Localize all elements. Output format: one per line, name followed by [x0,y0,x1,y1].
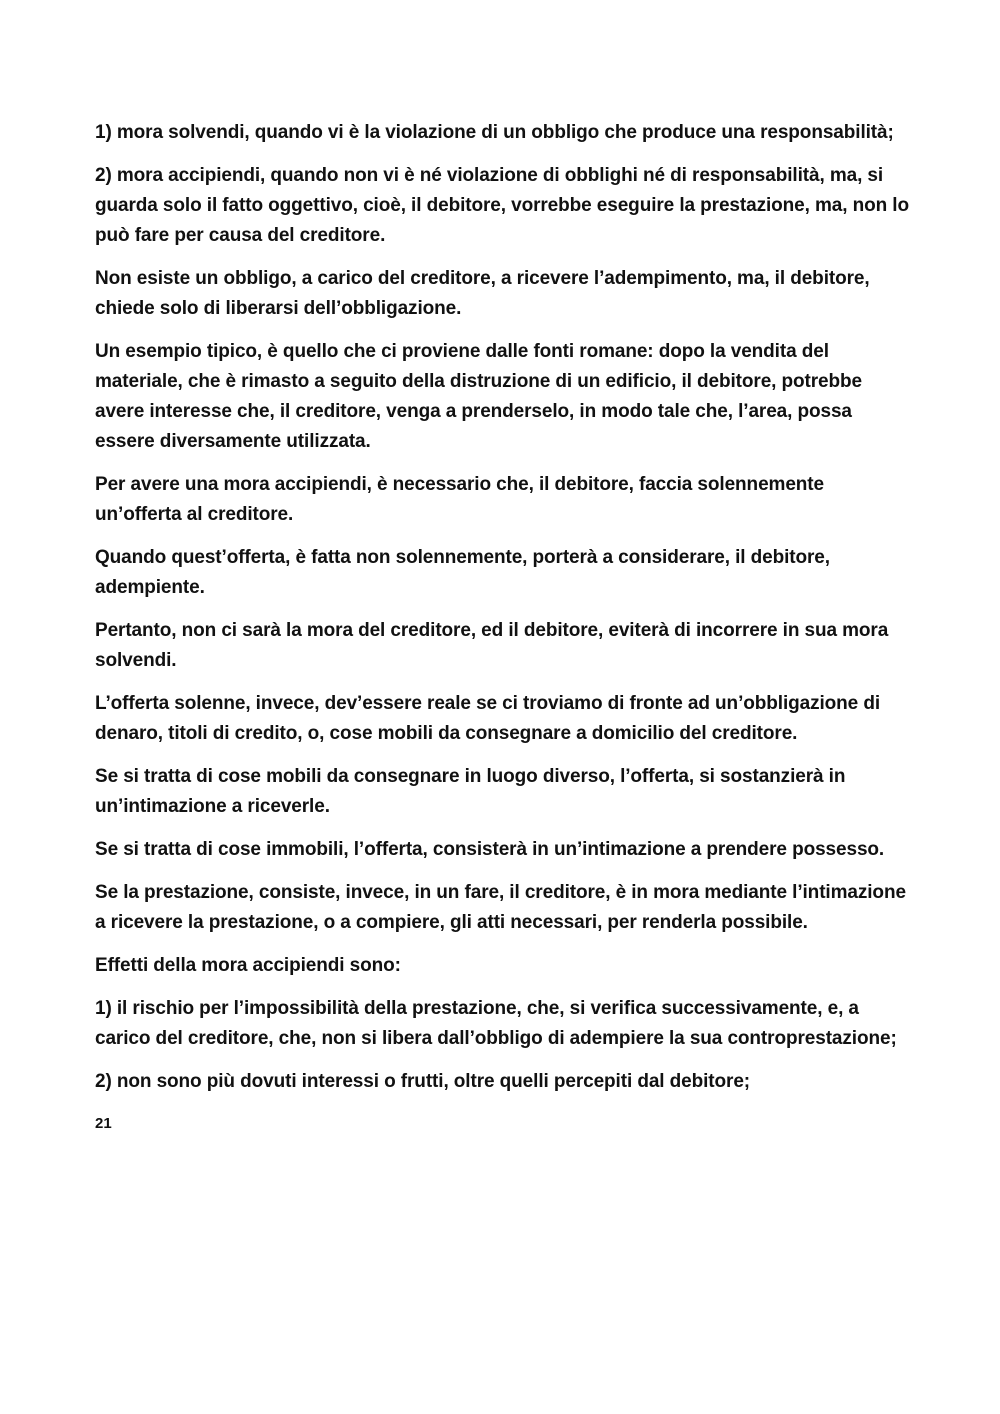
paragraph-mora-solvendi: 1) mora solvendi, quando vi è la violazione di un obbligo che produce una responsabilità; [95,122,894,143]
paragraph-performance-doing: Se la prestazione, consiste, invece, in un fare, il creditore, è in mora mediante l’intimazione a ricevere la prestazione, o a compiere, gli atti necessari, per renderla possibile. [95,882,906,933]
page-body-text [95,118,910,1110]
paragraph-effects-heading: Effetti della mora accipiendi sono: [95,955,401,976]
paragraph-effect-interest: 2) non sono più dovuti interessi o frutti, oltre quelli percepiti dal debitore; [95,1071,751,1092]
paragraph-no-obligation: Non esiste un obbligo, a carico del creditore, a ricevere l’adempimento, ma, il debitore, chiede solo di liberarsi dell’obbligazione. [95,268,870,319]
paragraph-movable-goods: Se si tratta di cose mobili da consegnare in luogo diverso, l’offerta, si sostanzierà in un’intimazione a riceverle. [95,766,846,817]
paragraph-mora-accipiendi: 2) mora accipiendi, quando non vi è né violazione di obblighi né di responsabilità, ma, si guarda solo il fatto oggettivo, cioè, il debitore, vorrebbe eseguire la prestazione, ma, non lo può fare per causa del creditore. [95,165,909,246]
paragraph-non-solemn-offer: Quando quest’offerta, è fatta non solennemente, porterà a considerare, il debitore, adempiente. [95,547,830,598]
paragraph-roman-example: Un esempio tipico, è quello che ci proviene dalle fonti romane: dopo la vendita del materiale, che è rimasto a seguito della distruzione di un edificio, il debitore, potrebbe avere interesse che, il creditore, venga a prenderselo, in modo tale che, l’area, possa essere diversamente utilizzata. [95,341,862,452]
paragraph-no-creditor-default: Pertanto, non ci sarà la mora del creditore, ed il debitore, eviterà di incorrere in sua mora solvendi. [95,620,889,671]
paragraph-immovable-goods: Se si tratta di cose immobili, l’offerta, consisterà in un’intimazione a prendere possesso. [95,839,885,860]
paragraph-real-offer: L’offerta solenne, invece, dev’essere reale se ci troviamo di fronte ad un’obbligazione di denaro, titoli di credito, o, cose mobili da consegnare a domicilio del creditore. [95,693,881,744]
paragraph-solemn-offer: Per avere una mora accipiendi, è necessario che, il debitore, faccia solennemente un’offerta al creditore. [95,474,824,525]
paragraph-effect-risk: 1) il rischio per l’impossibilità della prestazione, che, si verifica successivamente, e, a carico del creditore, che, non si libera dall’obbligo di adempiere la sua controprestazione; [95,998,897,1049]
page-number: 21 [95,1115,112,1132]
